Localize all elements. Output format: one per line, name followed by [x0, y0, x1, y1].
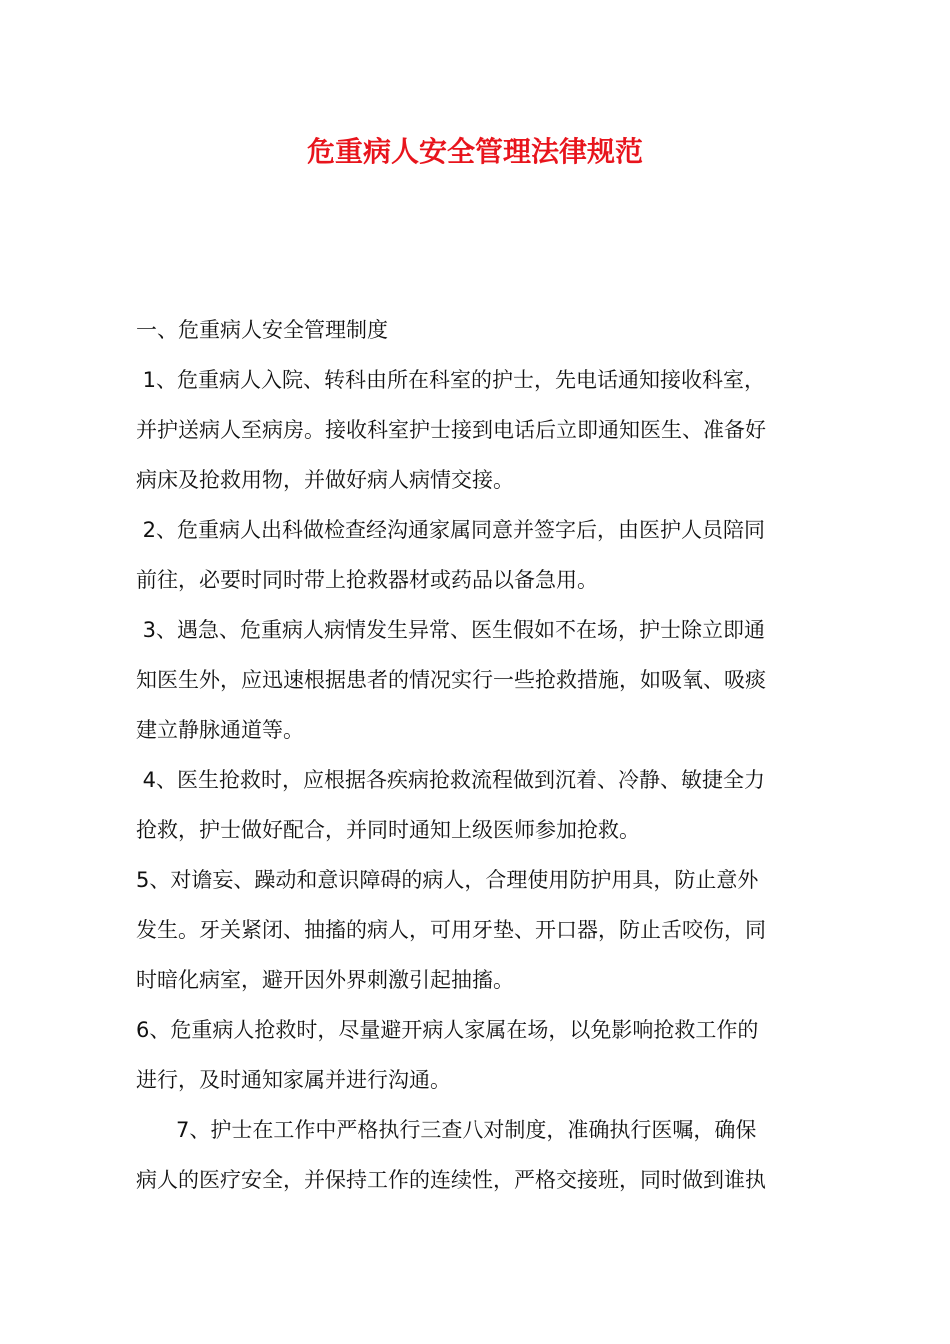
text-line: 1、危重病人入院、转科由所在科室的护士，先电话通知接收科室，	[136, 368, 766, 392]
section-heading: 一、危重病人安全管理制度	[136, 318, 388, 342]
text-line: 病床及抢救用物，并做好病人病情交接。	[136, 468, 514, 492]
text-line: 时暗化病室，避开因外界刺激引起抽搐。	[136, 968, 514, 992]
text-line: 前往，必要时同时带上抢救器材或药品以备急用。	[136, 568, 598, 592]
text-line: 4、医生抢救时，应根据各疾病抢救流程做到沉着、冷静、敏捷全力	[136, 768, 766, 792]
text-line: 3、遇急、危重病人病情发生异常、医生假如不在场，护士除立即通	[136, 618, 766, 642]
text-line: 6、危重病人抢救时，尽量避开病人家属在场，以免影响抢救工作的	[136, 1018, 759, 1042]
text-line: 5、对谵妄、躁动和意识障碍的病人，合理使用防护用具，防止意外	[136, 868, 759, 892]
text-line: 建立静脉通道等。	[136, 718, 304, 742]
document-title: 危重病人安全管理法律规范	[306, 135, 643, 168]
text-line: 病人的医疗安全，并保持工作的连续性，严格交接班，同时做到谁执	[136, 1168, 766, 1192]
text-line: 发生。牙关紧闭、抽搐的病人，可用牙垫、开口器，防止舌咬伤，同	[136, 918, 766, 942]
text-line: 知医生外，应迅速根据患者的情况实行一些抢救措施，如吸氧、吸痰	[136, 668, 766, 692]
text-line: 并护送病人至病房。接收科室护士接到电话后立即通知医生、准备好	[136, 418, 766, 442]
text-line: 进行，及时通知家属并进行沟通。	[136, 1068, 451, 1092]
document-body	[136, 305, 816, 1205]
text-line: 7、护士在工作中严格执行三查八对制度，准确执行医嘱，确保	[136, 1118, 757, 1142]
text-line: 2、危重病人出科做检查经沟通家属同意并签字后，由医护人员陪同	[136, 518, 766, 542]
text-line: 抢救，护士做好配合，并同时通知上级医师参加抢救。	[136, 818, 640, 842]
